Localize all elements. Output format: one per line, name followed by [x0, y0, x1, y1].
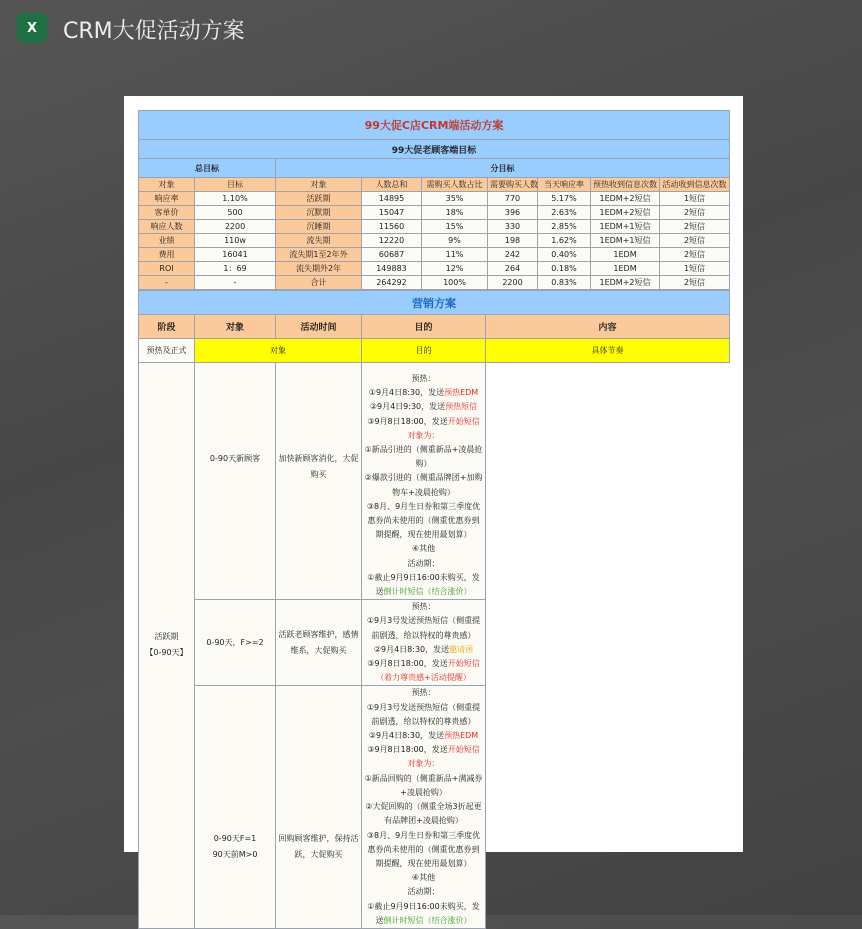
content-text: ④其他 — [411, 873, 436, 883]
segment-value: 1EDM+1短信 — [591, 220, 660, 234]
segment-value: 0.40% — [538, 248, 591, 262]
segment-value: 11% — [422, 248, 488, 262]
segment-value: 770 — [488, 192, 538, 206]
segment-value: 264 — [488, 262, 538, 276]
content-line — [364, 885, 483, 899]
segment-value: 2.85% — [538, 220, 591, 234]
content-line — [364, 471, 483, 499]
sub-col-header: 人数总和 — [362, 178, 422, 192]
content-text: 开始短信 — [447, 745, 480, 755]
goal-cell: 加快新顾客消化，大促购买 — [276, 363, 362, 600]
content-line — [364, 729, 483, 743]
content-cell — [362, 363, 486, 600]
content-text: 活动期： — [407, 887, 440, 897]
marketing-plan-table — [138, 290, 730, 929]
segment-value: 2短信 — [660, 248, 730, 262]
content-text: ③9月8日18:00，发送 — [367, 416, 448, 426]
content-text: 邀请函 — [449, 644, 474, 654]
segment-value: 2短信 — [660, 234, 730, 248]
content-text: ①9月3号发送预热短信（侧重提前剧透，给以特权的尊贵感） — [366, 702, 481, 726]
goals-table — [138, 110, 730, 290]
sub-col-header: 需要购买人数 — [488, 178, 538, 192]
segment-value: 1EDM+1短信 — [591, 234, 660, 248]
content-text: ②大促回购的（侧重全场3折起更有品牌团+凌晨抢购） — [365, 802, 482, 826]
total-label: 响应人数 — [139, 220, 195, 234]
content-text: ②9月4日8:30，发送 — [373, 644, 450, 654]
segment-label: 沉睡期 — [276, 220, 362, 234]
segment-value: 330 — [488, 220, 538, 234]
content-line — [364, 386, 483, 400]
sub-col-header: 活动收到信息次数 — [660, 178, 730, 192]
segment-value: 0.18% — [538, 262, 591, 276]
content-text: 对象为： — [407, 430, 440, 440]
plan-col-header: 对象 — [195, 315, 276, 339]
spreadsheet-preview — [124, 96, 743, 925]
segment-value: 18% — [422, 206, 488, 220]
content-text: ①9月3号发送预热短信（侧重提前剧透，给以特权的尊贵感） — [366, 616, 481, 640]
table-row — [139, 192, 730, 206]
total-label: 费用 — [139, 248, 195, 262]
content-text: 预热： — [411, 602, 436, 612]
segment-value: 1短信 — [660, 192, 730, 206]
segment-value: 1EDM+2短信 — [591, 192, 660, 206]
total-col-header: 对象 — [139, 178, 195, 192]
total-label: 客单价 — [139, 206, 195, 220]
yellow-object: 对象 — [195, 339, 362, 363]
plan-row — [139, 600, 730, 686]
yellow-goal: 目的 — [362, 339, 486, 363]
sub-col-header: 预热收到信息次数 — [591, 178, 660, 192]
total-value: 1.10% — [195, 192, 276, 206]
segment-value: 1EDM — [591, 248, 660, 262]
segment-value: 5.17% — [538, 192, 591, 206]
segment-label: 流失期 — [276, 234, 362, 248]
plan-row — [139, 363, 730, 600]
table-row — [139, 248, 730, 262]
segment-value: 1EDM+2短信 — [591, 206, 660, 220]
content-line — [364, 800, 483, 828]
sub-col-header: 需购买人数占比 — [422, 178, 488, 192]
total-value: 110w — [195, 234, 276, 248]
content-text: ①截止9月9日16:00未购买，发送 — [367, 901, 480, 925]
sub-col-header: 对象 — [276, 178, 362, 192]
segment-value: 2短信 — [660, 206, 730, 220]
content-line — [364, 429, 483, 443]
content-line — [364, 443, 483, 471]
segment-label: 活跃期 — [276, 192, 362, 206]
goal-cell: 回购顾客维护，保持活跃，大促购买 — [276, 686, 362, 928]
content-text: ①新品回购的（侧重新品+满减券+凌晨抢购） — [364, 773, 483, 797]
excel-icon-letter: X — [26, 20, 38, 36]
content-line — [364, 557, 483, 571]
table-row — [139, 220, 730, 234]
content-line — [364, 372, 483, 386]
segment-value: 2短信 — [660, 276, 730, 290]
segment-value: 12220 — [362, 234, 422, 248]
content-text: ②9月4日8:30，发送 — [368, 731, 445, 741]
content-text: 活动期： — [407, 558, 440, 568]
total-label: - — [139, 276, 195, 290]
total-value: - — [195, 276, 276, 290]
plan-row — [139, 686, 730, 928]
content-cell — [362, 600, 486, 686]
segment-value: 14895 — [362, 192, 422, 206]
content-text: ③8月、9月生日券和第三季度优惠券尚未使用的（侧重优惠券到期提醒，现在使用最划算） — [366, 830, 481, 868]
content-text: ①截止9月9日16:00未购买，发送 — [367, 572, 480, 597]
segment-value: 198 — [488, 234, 538, 248]
content-line — [364, 542, 483, 556]
segment-value: 35% — [422, 192, 488, 206]
marketing-title: 营销方案 — [139, 291, 730, 315]
segment-value: 1EDM+2短信 — [591, 276, 660, 290]
activity-time-cell: 0-90天新顾客 — [195, 363, 276, 600]
content-line — [364, 686, 483, 700]
content-line — [364, 614, 483, 642]
segment-value: 11560 — [362, 220, 422, 234]
content-line — [364, 415, 483, 429]
segment-value: 242 — [488, 248, 538, 262]
app-header — [0, 0, 862, 60]
content-line — [364, 871, 483, 885]
segment-value: 2短信 — [660, 220, 730, 234]
content-text: ②9月4日9:30，发送 — [369, 402, 446, 412]
total-label: 响应率 — [139, 192, 195, 206]
total-label: ROI — [139, 262, 195, 276]
segment-value: 15047 — [362, 206, 422, 220]
segment-value: 396 — [488, 206, 538, 220]
segment-value: 1短信 — [660, 262, 730, 276]
segment-value: 149883 — [362, 262, 422, 276]
content-text: 预热： — [411, 688, 436, 698]
segment-value: 1EDM — [591, 262, 660, 276]
excel-icon — [17, 13, 47, 43]
total-col-header: 目标 — [195, 178, 276, 192]
total-value: 1：69 — [195, 262, 276, 276]
activity-time-cell: 0-90天F=1 90天前M>0 — [195, 686, 276, 928]
segment-value: 9% — [422, 234, 488, 248]
activity-time-cell: 0-90天，F>=2 — [195, 600, 276, 686]
content-line — [364, 500, 483, 543]
plan-col-header: 目的 — [362, 315, 486, 339]
content-text: ③8月、9月生日券和第三季度优惠券尚未使用的（侧重优惠券到期提醒，现在使用最划算） — [366, 501, 481, 540]
stage-cell: 预热及正式 — [139, 339, 195, 363]
content-line — [364, 829, 483, 872]
table-row — [139, 234, 730, 248]
total-value: 500 — [195, 206, 276, 220]
sub-col-header: 当天响应率 — [538, 178, 591, 192]
content-line — [364, 600, 483, 614]
content-text: 倒计时短信（结合涨价） — [383, 587, 472, 597]
app-title: CRM大促活动方案 — [63, 19, 245, 44]
sub-goal-header: 分目标 — [276, 159, 730, 178]
content-text: 预热EDM — [444, 388, 479, 398]
content-text: 预热EDM — [444, 731, 479, 741]
content-text: ④其他 — [411, 544, 436, 554]
segment-value: 2.63% — [538, 206, 591, 220]
plan-col-header: 内容 — [486, 315, 730, 339]
content-text: 对象为： — [407, 759, 440, 769]
sheet-title: 99大促C店CRM端活动方案 — [139, 111, 730, 140]
segment-label: 流失期外2年 — [276, 262, 362, 276]
table-row — [139, 276, 730, 290]
content-text: ①9月4日8:30，发送 — [368, 388, 445, 398]
sheet-subtitle: 99大促老顾客端目标 — [139, 140, 730, 159]
content-line — [364, 571, 483, 599]
content-line — [364, 657, 483, 685]
total-goal-header: 总目标 — [139, 159, 276, 178]
segment-value: 12% — [422, 262, 488, 276]
segment-label: 合计 — [276, 276, 362, 290]
content-text: 开始短信 — [447, 416, 480, 426]
segment-value: 264292 — [362, 276, 422, 290]
content-line — [364, 743, 483, 757]
content-line — [364, 757, 483, 771]
goal-cell: 活跃老顾客维护，感情维系，大促购买 — [276, 600, 362, 686]
total-value: 2200 — [195, 220, 276, 234]
segment-label: 流失期1至2年外 — [276, 248, 362, 262]
content-text: 预热： — [411, 374, 436, 383]
content-text: 预热短信 — [445, 402, 478, 412]
yellow-rhythm: 具体节奏 — [486, 339, 730, 363]
plan-col-header: 活动时间 — [276, 315, 362, 339]
content-text: ②爆款引进的（侧重品牌团+加购物车+凌晨抢购） — [364, 473, 483, 497]
content-text: ③9月8日18:00，发送 — [367, 659, 448, 669]
content-line — [364, 643, 483, 657]
content-text: ①新品引进的（侧重新品+凌晨抢购） — [364, 445, 483, 469]
segment-label: 沉默期 — [276, 206, 362, 220]
content-line — [364, 900, 483, 928]
content-line — [364, 701, 483, 729]
segment-value: 0.83% — [538, 276, 591, 290]
content-line — [364, 772, 483, 800]
segment-value: 60687 — [362, 248, 422, 262]
segment-value: 15% — [422, 220, 488, 234]
content-line — [364, 400, 483, 414]
segment-cell: 活跃期 【0-90天】 — [139, 363, 195, 929]
total-value: 16041 — [195, 248, 276, 262]
content-cell — [362, 686, 486, 928]
content-text: 倒计时短信（结合涨价） — [383, 915, 472, 925]
plan-col-header: 阶段 — [139, 315, 195, 339]
table-row — [139, 206, 730, 220]
segment-value: 100% — [422, 276, 488, 290]
content-text: ③9月8日18:00，发送 — [367, 745, 448, 755]
segment-value: 2200 — [488, 276, 538, 290]
segment-value: 1.62% — [538, 234, 591, 248]
table-row — [139, 262, 730, 276]
content-text: 开始短信（着力尊贵感+活动提醒） — [376, 659, 480, 683]
total-label: 业绩 — [139, 234, 195, 248]
